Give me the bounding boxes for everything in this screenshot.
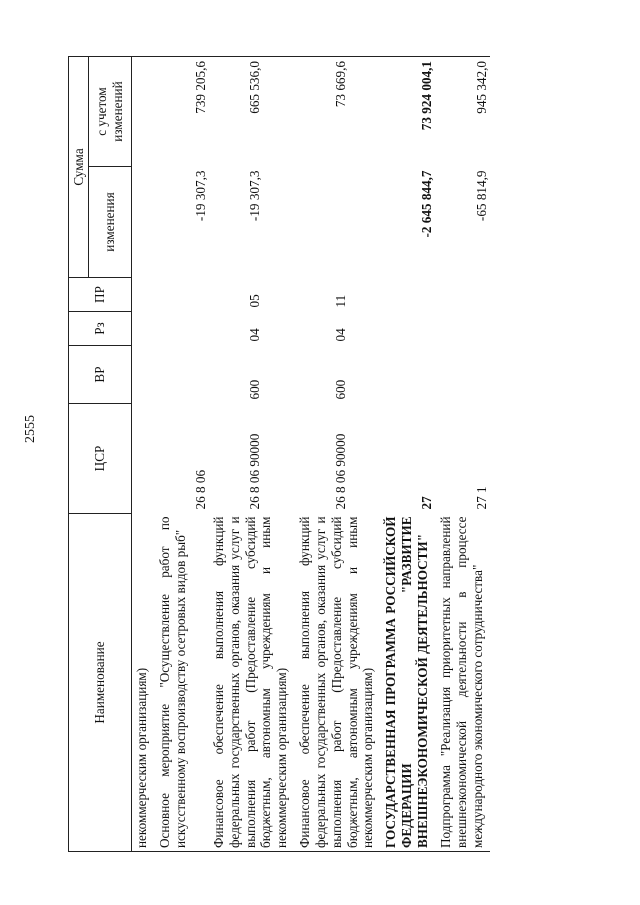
row-pr: [132, 278, 155, 312]
row-change: -19 307,3: [246, 170, 262, 222]
table-row: [155, 57, 209, 852]
table-row: [381, 57, 436, 852]
row-csr: 26 8 06 90000: [333, 433, 349, 510]
row-vr: [155, 346, 209, 404]
row-name: Финансовое обеспечение выполнения функций федеральных государственных органов, оказания услуг и выполнения работ (Предоставление субсидий бюджетным, автономным учреждениям и иным некоммерческим организациям): [209, 514, 295, 852]
row-pr: [155, 278, 209, 312]
row-csr: 26 8 06: [192, 469, 208, 510]
row-name: некоммерческим организациям): [132, 514, 155, 852]
row-name: Основное мероприятие "Осуществление работ по искусственному воспроизводству осетровых видов рыб": [155, 514, 209, 852]
header-vr: ВР: [69, 346, 132, 404]
table-row: [295, 57, 381, 852]
row-vr: [132, 346, 155, 404]
row-change: -65 814,9: [473, 170, 489, 222]
row-rz: [436, 312, 491, 346]
header-rz: Рз: [69, 312, 132, 346]
header-sum: Сумма: [69, 57, 89, 278]
row-name: Подпрограмма "Реализация приоритетных направлений внешнеэкономической деятельности в процессе международного экономического сотрудничества": [436, 514, 491, 852]
row-csr: 26 8 06 90000: [246, 433, 262, 510]
row-change: [295, 167, 381, 278]
header-pr: ПР: [69, 278, 132, 312]
row-total: 73 924 004,1: [381, 57, 436, 167]
row-csr: [132, 404, 155, 514]
rotated-budget-table: [68, 57, 619, 852]
row-name: Финансовое обеспечение выполнения функций федеральных государственных органов, оказания услуг и выполнения работ (Предоставление субсидий бюджетным, автономным учреждениям и иным некоммерческим организациям): [295, 514, 381, 852]
row-pr: [381, 278, 436, 312]
row-total: 945 342,0: [436, 57, 491, 167]
row-total: 73 669,6: [295, 57, 381, 167]
row-vr: 600: [246, 379, 262, 400]
row-pr: 11: [333, 294, 349, 308]
row-total: 665 536,0: [209, 57, 295, 167]
page-number: 2555: [23, 415, 38, 443]
header-with-change: с учетом изменений: [89, 57, 132, 167]
row-change: -2 645 844,7: [419, 170, 435, 238]
row-change: [132, 167, 155, 278]
row-pr: [436, 278, 491, 312]
row-name: ГОСУДАРСТВЕННАЯ ПРОГРАММА РОССИЙСКОЙ ФЕДЕРАЦИИ "РАЗВИТИЕ ВНЕШНЕЭКОНОМИЧЕСКОЙ ДЕЯТЕЛЬНОСТИ": [381, 514, 436, 852]
table-row: [209, 57, 295, 852]
row-change: -19 307,3: [192, 170, 208, 222]
row-rz: 04: [333, 328, 349, 342]
budget-table: [68, 56, 490, 852]
header-name: Наименование: [69, 514, 132, 852]
row-rz: 04: [246, 328, 262, 342]
row-csr: 27 1: [473, 486, 489, 510]
header-csr: ЦСР: [69, 404, 132, 514]
row-csr: 27: [419, 496, 435, 510]
row-rz: [132, 312, 155, 346]
row-vr: 600: [333, 379, 349, 400]
row-total: 739 205,6: [155, 57, 209, 167]
row-vr: [381, 346, 436, 404]
table-row: [436, 57, 491, 852]
table-header: [69, 57, 132, 852]
row-rz: [381, 312, 436, 346]
row-pr: 05: [246, 294, 262, 308]
row-total: [132, 57, 155, 167]
table-body: [132, 57, 491, 852]
table-row: [132, 57, 155, 852]
header-change: изменения: [89, 167, 132, 278]
row-rz: [155, 312, 209, 346]
row-vr: [436, 346, 491, 404]
